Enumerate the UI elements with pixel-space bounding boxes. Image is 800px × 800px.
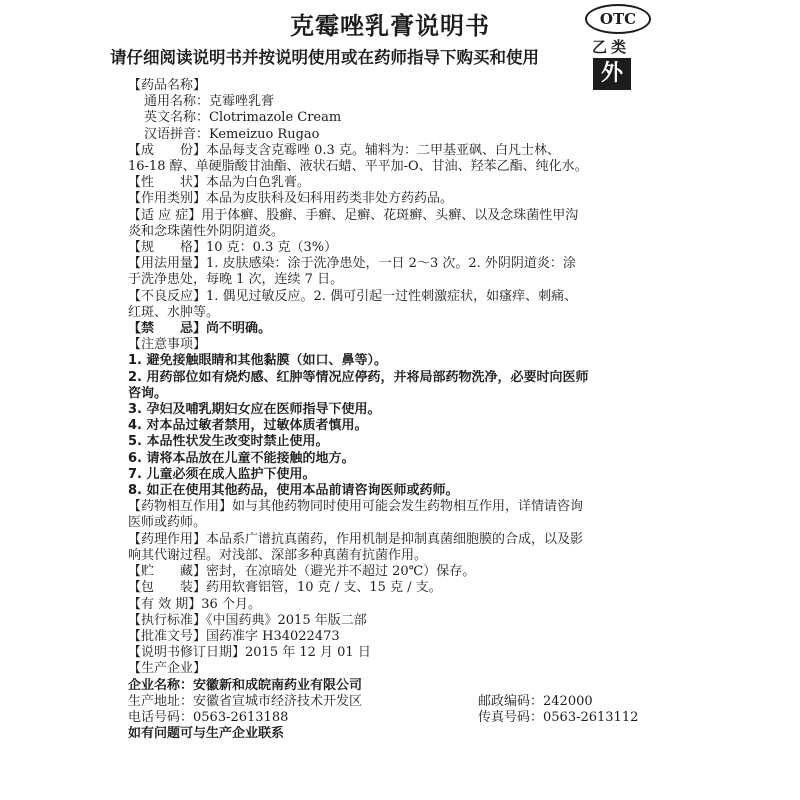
otc-class-label: 乙类	[592, 38, 631, 56]
precaution-item: 3. 孕妇及哺乳期妇女应在医师指导下使用。	[128, 402, 381, 418]
adverse-reactions-line-2: 红斑、水肿等。	[128, 304, 220, 320]
precaution-item: 7. 儿童必须在成人监护下使用。	[128, 466, 316, 482]
english-name: 英文名称：Clotrimazole Cream	[144, 110, 342, 126]
external-use-badge: 外	[593, 58, 631, 90]
precaution-item: 2. 用药部位如有烧灼感、红肿等情况应停药，并将局部药物洗净，必要时向医师	[128, 369, 589, 385]
precaution-item: 咨询。	[128, 385, 168, 401]
indications-line-2: 炎和念珠菌性外阴阴道炎。	[128, 223, 285, 239]
company-name: 企业名称：安徽新和成皖南药业有限公司	[128, 677, 363, 693]
pharmacology-line-1: 【药理作用】本品系广谱抗真菌药，作用机制是抑制真菌细胞膜的合成，以及影	[128, 531, 584, 547]
precaution-item: 8. 如正在使用其他药品，使用本品前请咨询医师或药师。	[128, 483, 459, 499]
phone-row	[128, 710, 658, 726]
storage: 【贮 藏】密封，在凉暗处（避光并不超过 20℃）保存。	[128, 564, 476, 580]
specification: 【规 格】10 克：0.3 克（3%）	[128, 240, 338, 256]
category: 【作用类别】本品为皮肤科及妇科用药类非处方药药品。	[128, 191, 454, 207]
indications-line-1: 【适 应 症】用于体癣、股癣、手癣、足癣、花斑癣、头癣、以及念珠菌性甲沟	[128, 207, 579, 223]
precautions-heading: 【注意事项】	[128, 337, 207, 353]
phone-number: 电话号码：0563-2613188	[128, 709, 289, 725]
revision-date: 【说明书修订日期】2015 年 12 月 01 日	[128, 645, 371, 661]
validity: 【有 效 期】36 个月。	[128, 596, 261, 612]
reading-instruction: 请仔细阅读说明书并按说明使用或在药师指导下购买和使用	[110, 48, 539, 67]
production-address: 生产地址：安徽省宣城市经济技术开发区	[128, 693, 363, 709]
leaflet-body	[128, 78, 658, 742]
executive-standard: 【执行标准】《中国药典》2015 年版二部	[128, 612, 367, 628]
otc-logo: OTC	[585, 4, 651, 34]
usage-line-1: 【用法用量】1. 皮肤感染：涂于洗净患处，一日 2～3 次。2. 外阴阴道炎：涂	[128, 256, 576, 272]
manufacturer-heading: 【生产企业】	[128, 661, 207, 677]
address-row	[128, 694, 658, 710]
document-title: 克霉唑乳膏说明书	[290, 12, 490, 40]
precaution-item: 5. 本品性状发生改变时禁止使用。	[128, 434, 329, 450]
drug-name-heading: 【药品名称】	[128, 78, 207, 93]
package: 【包 装】药用软膏铝管，10 克 / 支、15 克 / 支。	[128, 580, 442, 596]
fax-number: 传真号码：0563-2613112	[478, 709, 639, 725]
interactions-line-1: 【药物相互作用】如与其他药物同时使用可能会发生药物相互作用，详情请咨询	[128, 499, 584, 515]
pinyin-name: 汉语拼音：Kemeizuo Rugao	[144, 126, 320, 142]
usage-line-2: 于洗净患处，每晚 1 次，连续 7 日。	[128, 272, 344, 288]
postal-code: 邮政编码：242000	[478, 693, 593, 709]
adverse-reactions-line-1: 【不良反应】1. 偶见过敏反应。2. 偶可引起一过性刺激症状，如瘙痒、刺痛、	[128, 288, 578, 304]
approval-number: 【批准文号】国药准字 H34022473	[128, 628, 340, 644]
generic-name: 通用名称：克霉唑乳膏	[144, 94, 275, 110]
precaution-item: 1. 避免接触眼睛和其他黏膜（如口、鼻等）。	[128, 353, 388, 369]
composition-line-2: 16-18 醇、单硬脂酸甘油酯、液状石蜡、平平加-O、甘油、羟苯乙酯、纯化水。	[128, 159, 588, 175]
precaution-item: 6. 请将本品放在儿童不能接触的地方。	[128, 450, 355, 466]
contact-note: 如有问题可与生产企业联系	[128, 726, 285, 742]
contraindications: 【禁 忌】尚不明确。	[128, 321, 272, 337]
precaution-item: 4. 对本品过敏者禁用，过敏体质者慎用。	[128, 418, 368, 434]
properties: 【性 状】本品为白色乳膏。	[128, 175, 311, 191]
composition-line-1: 【成 份】本品每支含克霉唑 0.3 克。辅料为：二甲基亚砜、白凡士林、	[128, 142, 560, 158]
pharmacology-line-2: 响其代谢过程。对浅部、深部多种真菌有抗菌作用。	[128, 547, 428, 563]
interactions-line-2: 医师或药师。	[128, 515, 207, 531]
